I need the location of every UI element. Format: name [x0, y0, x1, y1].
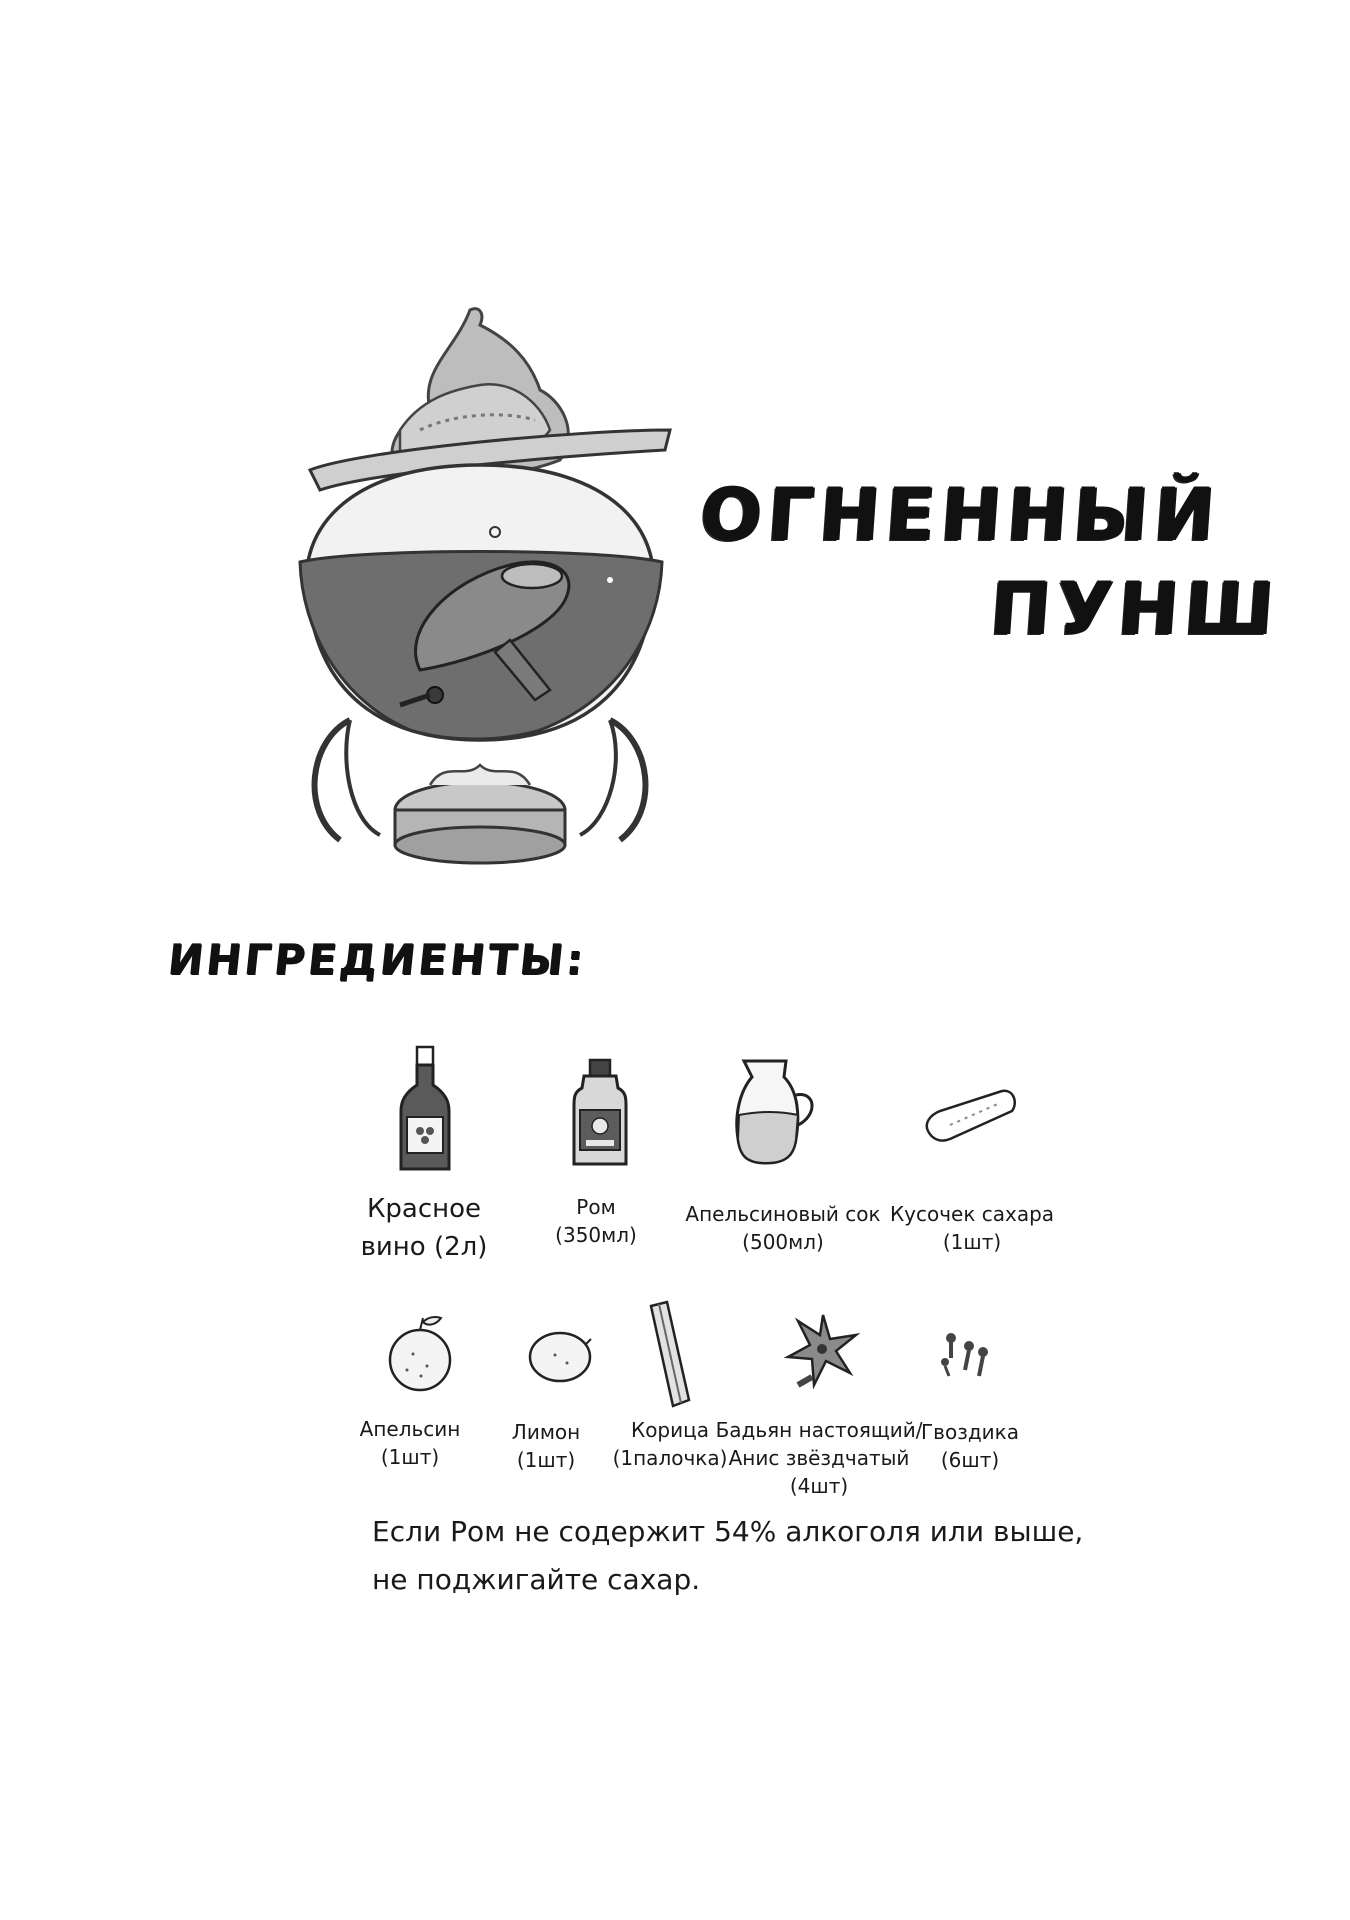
rum-warning-note [372, 1508, 1083, 1604]
ingredient-label-star-anise: Бадьян настоящий/ Анис звёздчатый (4шт) [715, 1418, 923, 1498]
title-line-1: ОГНЕННЫЙ [697, 472, 1223, 556]
rum-bottle-icon [570, 1058, 630, 1170]
cloves-icon [935, 1328, 995, 1388]
cinnamon-stick-icon [645, 1300, 695, 1410]
ingredient-label-cloves: Гвоздика (6шт) [920, 1420, 1020, 1472]
ingredient-label-lemon: Лимон (1шт) [511, 1420, 581, 1472]
title-line-2: ПУНШ [987, 566, 1282, 650]
wine-bottle-icon [395, 1045, 455, 1175]
ingredient-label-rum: Ром (350мл) [555, 1195, 637, 1247]
note-line-1: Если Ром не содержит 54% алкоголя или выше, [372, 1515, 1084, 1548]
lemon-icon [525, 1325, 595, 1385]
punch-bowl-illustration [280, 280, 680, 870]
sugar-cube-icon [920, 1085, 1020, 1145]
ingredient-label-sugar-cube: Кусочек сахара (1шт) [889, 1202, 1055, 1254]
ingredients-heading: ИНГРЕДИЕНТЫ: [165, 935, 589, 984]
orange-icon [385, 1310, 455, 1395]
ingredient-label-cinnamon: Корица (1палочка) [612, 1418, 728, 1470]
note-line-2: не поджигайте сахар. [372, 1563, 701, 1596]
ingredient-label-orange-juice: Апельсиновый сок (500мл) [685, 1202, 881, 1254]
star-anise-icon [778, 1305, 868, 1395]
ingredient-label-red-wine: Красное вино (2л) [360, 1194, 488, 1262]
juice-pitcher-icon [730, 1055, 820, 1170]
ingredient-label-orange: Апельсин (1шт) [359, 1417, 461, 1469]
